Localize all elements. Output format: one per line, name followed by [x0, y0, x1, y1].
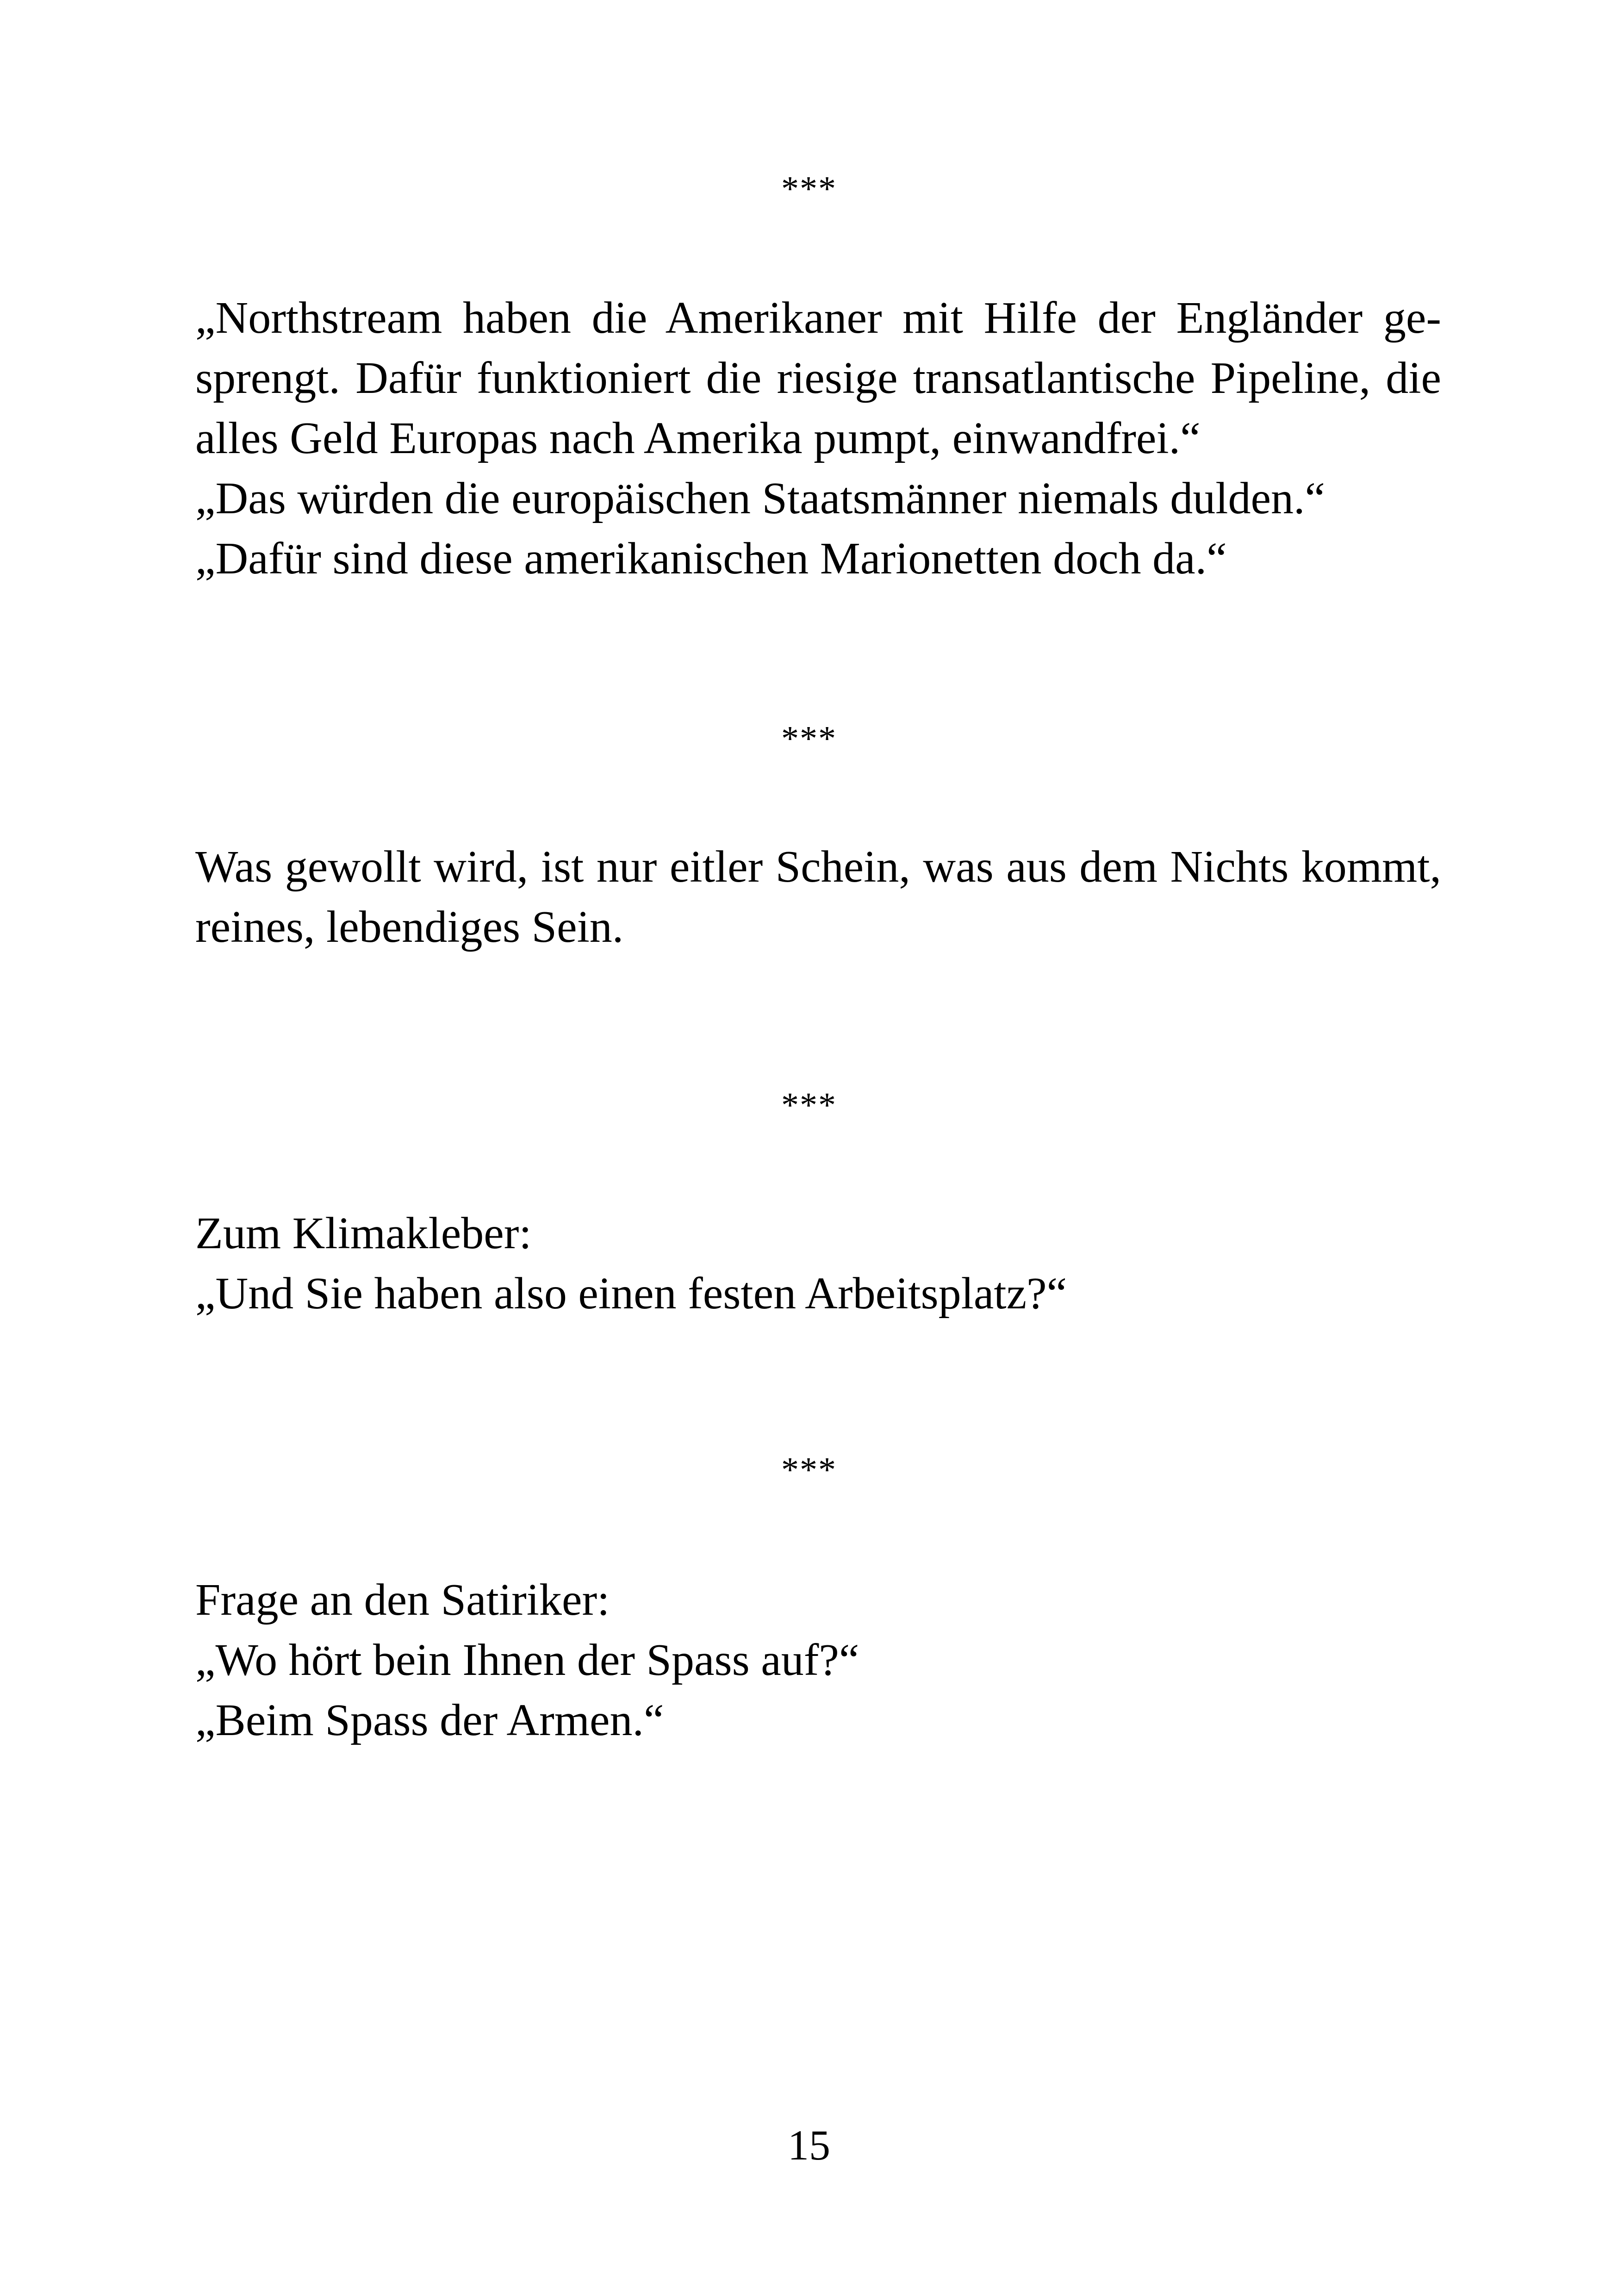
paragraph-schein	[195, 837, 1441, 957]
text-line: reines, lebendiges Sein.	[195, 902, 624, 952]
text-line: sprengt. Dafür funktioniert die riesige transatlantische Pipeline, die	[195, 353, 1441, 403]
section-separator: ***	[781, 169, 837, 208]
text-line: „Beim Spass der Armen.“	[195, 1695, 664, 1745]
section-separator: ***	[781, 1450, 837, 1489]
text-line: Zum Klimakleber:	[195, 1208, 532, 1258]
page-number: 15	[788, 2122, 830, 2169]
text-line: „Northstream haben die Amerikaner mit Hilfe der Engländer ge-	[195, 293, 1441, 343]
text-line: „Wo hört bein Ihnen der Spass auf?“	[195, 1635, 859, 1685]
paragraph-northstream	[195, 288, 1441, 589]
paragraph-klimakleber	[195, 1203, 1441, 1324]
text-line: „Das würden die europäischen Staatsmänner niemals dulden.“	[195, 473, 1326, 523]
text-line: alles Geld Europas nach Amerika pumpt, einwandfrei.“	[195, 413, 1201, 463]
text-line: „Dafür sind diese amerikanischen Marionetten doch da.“	[195, 534, 1227, 584]
paragraph-satiriker	[195, 1570, 1441, 1750]
section-separator: ***	[781, 1086, 837, 1125]
text-line: Frage an den Satiriker:	[195, 1575, 610, 1625]
text-line: Was gewollt wird, ist nur eitler Schein, was aus dem Nichts kommt,	[195, 842, 1441, 892]
text-line: „Und Sie haben also einen festen Arbeitsplatz?“	[195, 1269, 1067, 1319]
section-separator: ***	[781, 719, 837, 758]
